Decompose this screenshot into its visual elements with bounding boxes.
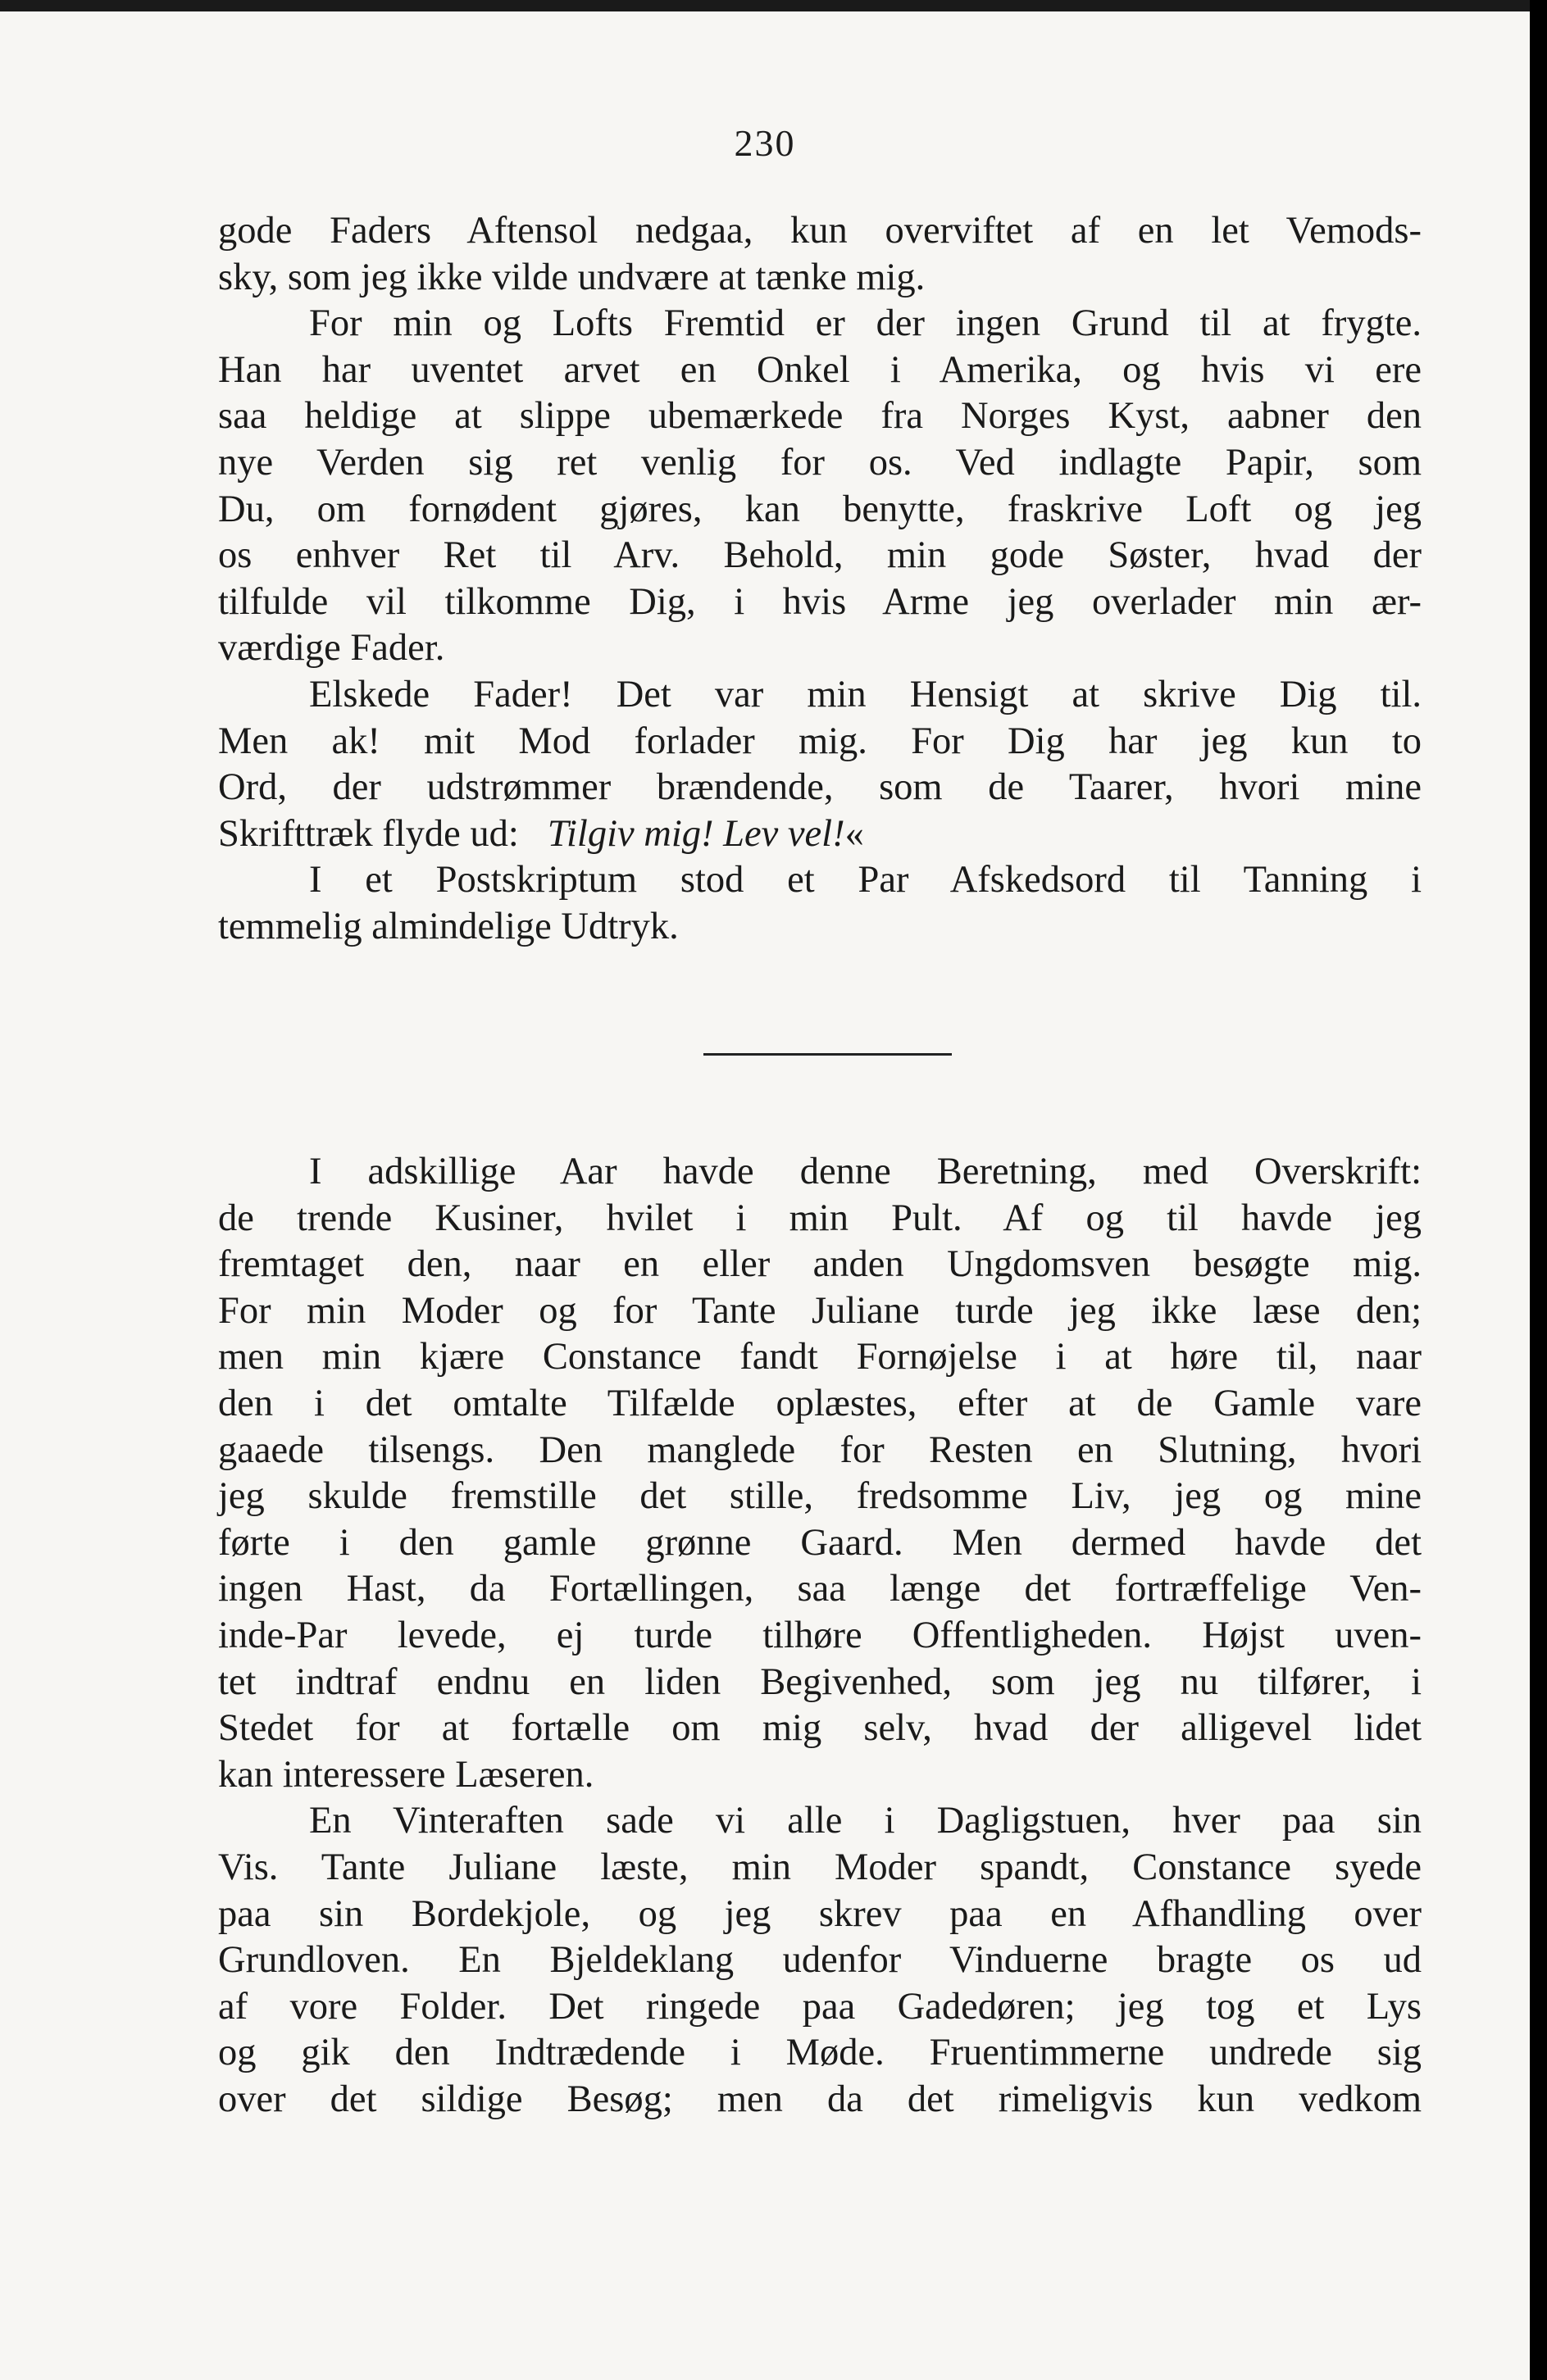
text-line: temmelig almindelige Udtryk. xyxy=(218,905,679,947)
text-line: inde-Par levede, ej turde tilhøre Offentligheden. Højst uven- xyxy=(218,1614,1422,1656)
text-line: værdige Fader. xyxy=(218,627,445,670)
page-number: 230 xyxy=(734,122,796,164)
text-line: For min og Lofts Fremtid er der ingen Grund til at frygte. xyxy=(309,302,1422,345)
text-line: paa sin Bordekjole, og jeg skrev paa en Afhandling over xyxy=(218,1892,1422,1935)
text-line-farewell xyxy=(218,811,1422,858)
text-line: af vore Folder. Det ringede paa Gadedøren; jeg tog et Lys xyxy=(218,1985,1422,2028)
text-line: Vis. Tante Juliane læste, min Moder spandt, Constance syede xyxy=(218,1846,1422,1888)
closing-quote: « xyxy=(844,812,864,855)
section-divider-rule xyxy=(703,1053,952,1056)
text-line: kan interessere Læseren. xyxy=(218,1753,594,1796)
text-line: ingen Hast, da Fortællingen, saa længe det fortræffelige Ven- xyxy=(218,1568,1422,1610)
epilogue-paragraphs xyxy=(218,1149,1422,2123)
text-line: Du, om fornødent gjøres, kan benytte, fraskrive Loft og jeg xyxy=(218,488,1422,530)
text-line: de trende Kusiner, hvilet i min Pult. Af og til havde jeg xyxy=(218,1197,1422,1239)
text-line: Ord, der udstrømmer brændende, som de Taarer, hvori mine xyxy=(218,766,1422,809)
text-line: Han har uventet arvet en Onkel i Amerika, og hvis vi ere xyxy=(218,348,1422,391)
text-line: I et Postskriptum stod et Par Afskedsord til Tanning i xyxy=(309,859,1422,902)
text-line: En Vinteraften sade vi alle i Dagligstuen, hver paa sin xyxy=(309,1800,1422,1842)
text-line: nye Verden sig ret venlig for os. Ved indlagte Papir, som xyxy=(218,441,1422,484)
text-line: jeg skulde fremstille det stille, fredsomme Liv, jeg og mine xyxy=(218,1475,1422,1518)
text-line: Grundloven. En Bjeldeklang udenfor Vinduerne bragte os ud xyxy=(218,1939,1422,1982)
text-line: over det sildige Besøg; men da det rimeligvis kun vedkom xyxy=(218,2078,1422,2120)
text-line: Men ak! mit Mod forlader mig. For Dig har jeg kun to xyxy=(218,720,1422,762)
scan-edge xyxy=(1530,0,1547,2380)
text-line: Stedet for at fortælle om mig selv, hvad der alligevel lidet xyxy=(218,1707,1422,1750)
text-line: tet indtraf endnu en liden Begivenhed, som jeg nu tilfører, i xyxy=(218,1660,1422,1703)
text-line: saa heldige at slippe ubemærkede fra Norges Kyst, aabner den xyxy=(218,395,1422,438)
text-line: men min kjære Constance fandt Fornøjelse i at høre til, naar xyxy=(218,1336,1422,1378)
text-line: os enhver Ret til Arv. Behold, min gode Søster, hvad der xyxy=(218,534,1422,577)
text-line: førte i den gamle grønne Gaard. Men dermed havde det xyxy=(218,1521,1422,1564)
text-line: tilfulde vil tilkomme Dig, i hvis Arme jeg overlader min ær- xyxy=(218,580,1422,623)
text-line: og gik den Indtrædende i Møde. Fruentimmerne undrede sig xyxy=(218,2032,1422,2074)
text-line: Elskede Fader! Det var min Hensigt at skrive Dig til. xyxy=(309,673,1422,715)
text-line: sky, som jeg ikke vilde undvære at tænke mig. xyxy=(218,256,926,298)
italic-farewell: Tilgiv mig! Lev vel! xyxy=(547,812,845,855)
text-line: I adskillige Aar havde denne Beretning, med Overskrift: xyxy=(309,1151,1422,1192)
letter-ending-paragraphs xyxy=(218,208,1422,951)
text-line: gode Faders Aftensol nedgaa, kun overviftet af en let Vemods- xyxy=(218,210,1422,252)
text-line: den i det omtalte Tilfælde oplæstes, efter at de Gamle vare xyxy=(218,1382,1422,1424)
text-line: gaaede tilsengs. Den manglede for Resten en Slutning, hvori xyxy=(218,1428,1422,1471)
text-line: For min Moder og for Tante Juliane turde jeg ikke læse den; xyxy=(218,1289,1422,1332)
text-line: fremtaget den, naar en eller anden Ungdomsven besøgte mig. xyxy=(218,1243,1422,1286)
text-fragment: Skrifttræk flyde ud: xyxy=(218,812,519,855)
